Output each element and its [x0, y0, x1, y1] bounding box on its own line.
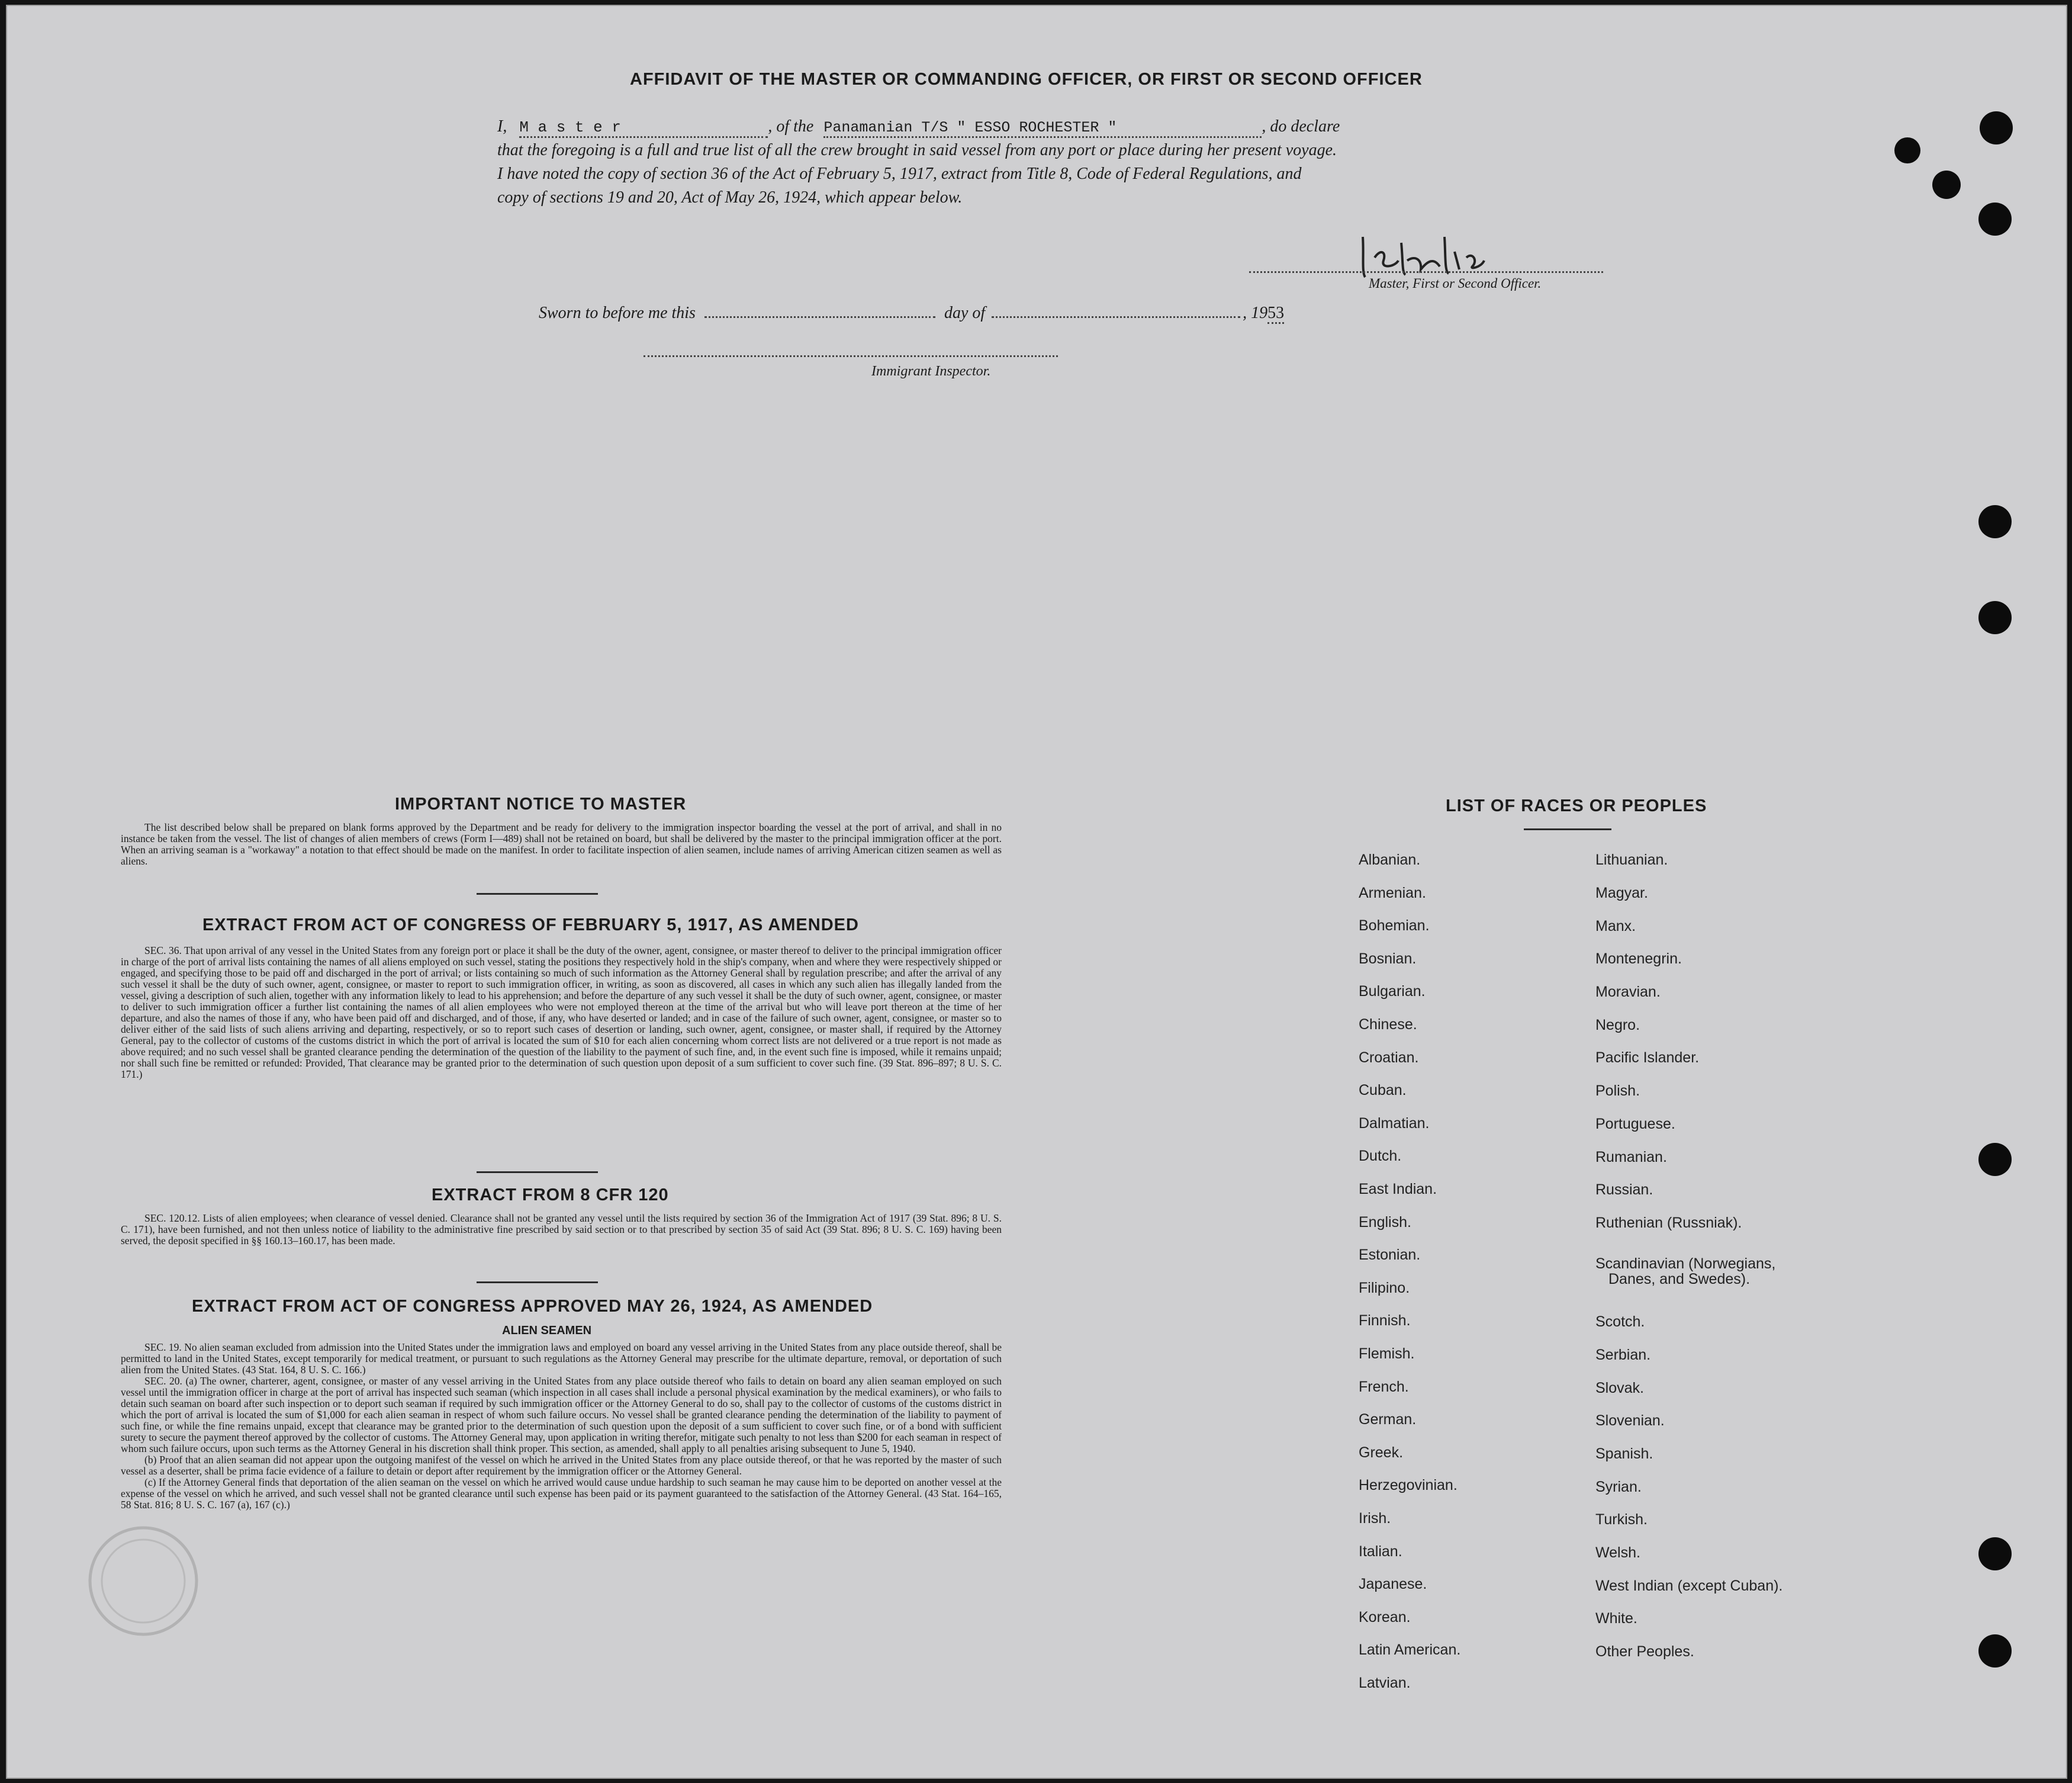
race-item: Russian. — [1595, 1181, 1653, 1198]
race-item: East Indian. — [1359, 1181, 1437, 1197]
race-item: Estonian. — [1359, 1247, 1421, 1264]
affidavit-title: AFFIDAVIT OF THE MASTER OR COMMANDING OFFICER, OR FIRST OR SECOND OFFICER — [630, 70, 1423, 89]
punch-hole — [1978, 1143, 2012, 1176]
race-item: Syrian. — [1595, 1479, 1642, 1495]
race-item: Montenegrin. — [1595, 950, 1682, 967]
inspector-caption: Immigrant Inspector. — [871, 364, 991, 379]
race-item: Manx. — [1595, 918, 1636, 934]
sworn-day-field — [704, 302, 935, 318]
declaration-line-1 — [497, 117, 1622, 138]
race-item: Ruthenian (Russniak). — [1595, 1215, 1742, 1231]
race-item: Slovak. — [1595, 1380, 1644, 1396]
year-written: 53 — [1267, 304, 1284, 324]
race-item: Irish. — [1359, 1510, 1391, 1527]
punch-hole — [1978, 203, 2012, 236]
punch-hole — [1980, 111, 2013, 144]
sworn-month-field — [992, 302, 1240, 318]
races-title: LIST OF RACES OR PEOPLES — [1446, 796, 1707, 815]
race-item: Greek. — [1359, 1444, 1404, 1461]
race-item: Armenian. — [1359, 884, 1426, 901]
race-item: Chinese. — [1359, 1016, 1417, 1033]
sec-20c-text: (c) If the Attorney General finds that deportation of the alien seaman on the vessel on which he arrived would cause undue hardship to such seaman he may cause him to be deported on another vessel at the expense of the vessel on which he arrived, and such vessel shall not be granted clearance until such expense has been paid or its payment guaranteed to the satisfaction of the Attorney General. (43 Stat. 164–165, 58 Stat. 816; 8 U. S. C. 167 (a), 167 (c).) — [121, 1476, 1002, 1511]
race-item: Dutch. — [1359, 1148, 1402, 1165]
race-item: Negro. — [1595, 1017, 1640, 1033]
i-label: I, — [497, 117, 507, 136]
race-item: Latvian. — [1359, 1675, 1411, 1691]
alien-seamen-subtitle: ALIEN SEAMEN — [502, 1324, 592, 1337]
divider-3 — [477, 1281, 598, 1283]
race-item: Moravian. — [1595, 984, 1661, 1000]
declaration-line-3: I have noted the copy of section 36 of the Act of February 5, 1917, extract from Title 8, Code of Federal Regulations, and — [497, 165, 1302, 183]
race-item: Cuban. — [1359, 1082, 1407, 1099]
extract-1924-title: EXTRACT FROM ACT OF CONGRESS APPROVED MAY 26, 1924, AS AMENDED — [192, 1297, 873, 1316]
day-of-label: day of — [944, 304, 986, 322]
extract-cfr-title: EXTRACT FROM 8 CFR 120 — [432, 1186, 669, 1204]
punch-hole — [1978, 505, 2012, 538]
divider-2 — [477, 1171, 598, 1173]
race-item: Scandinavian (Norwegians, — [1595, 1255, 1776, 1272]
document-page — [6, 5, 2067, 1779]
race-item: English. — [1359, 1213, 1411, 1231]
sec-19-text: SEC. 19. No alien seaman excluded from admission into the United States under the immigration laws and employed on board any vessel arriving in the United States from any place outside thereof, shall be permitted to land in the United States, except temporarily for medical treatment, or pursuant to such regulations as the Attorney General may prescribe for the ultimate departure, removal, or deportation of such alien from the United States. (43 Stat. 164, 8 U. S. C. 166.) — [121, 1341, 1002, 1376]
race-item: Turkish. — [1595, 1511, 1648, 1528]
race-item: Bosnian. — [1359, 950, 1417, 967]
race-item: Latin American. — [1359, 1641, 1461, 1659]
vessel-name: Panamanian T/S " ESSO ROCHESTER " — [823, 119, 1262, 138]
punch-hole — [1978, 601, 2012, 634]
master-signature — [1351, 225, 1552, 284]
do-declare-label: , do declare — [1262, 117, 1340, 136]
sec-20a-text: SEC. 20. (a) The owner, charterer, agent, consignee, or master of any vessel arriving in the United States from any place outside thereof who fails to detain on board any alien seaman employed on such vessel until the immigration officer in charge at the port of arrival has inspected such seaman (which inspection in all cases shall include a personal physical examination by the medical examiners), or who fails to detain such seaman on board after such inspection or to deport such seaman if required by such immigration officer or the Attorney General to do so, shall pay to the collector of customs of the customs district in which the port of arrival is located the sum of $1,000 for each alien seaman in respect of whom such failure occurs. No vessel shall be granted clearance pending the determination of the liability to payment of such fine, or while the fine remains unpaid, except that clearance may be granted prior to the determination of such question upon the deposit of a sum sufficient to cover such fine, or of a bond with sufficient surety to secure the payment thereof approved by the collector of customs. The Attorney General may, upon application in writing therefor, mitigate such penalty to not less than $200 for each seaman in respect of whom such failure occurs, upon such terms as the Attorney General in his discretion shall think proper. This section, as amended, shall apply to all penalties arising subsequent to June 5, 1940. — [121, 1375, 1002, 1454]
race-item: Croatian. — [1359, 1049, 1419, 1066]
race-item: Scotch. — [1595, 1313, 1645, 1330]
race-item: Spanish. — [1595, 1445, 1653, 1462]
race-item: Danes, and Swedes). — [1608, 1271, 1751, 1287]
race-item: Other Peoples. — [1595, 1643, 1694, 1660]
faded-stamp — [66, 1522, 202, 1640]
race-item: Bohemian. — [1359, 917, 1430, 934]
sworn-label: Sworn to before me this — [539, 304, 696, 322]
extract-cfr-body: SEC. 120.12. Lists of alien employees; when clearance of vessel denied. Clearance shall not be granted any vessel until the lists required by section 36 of the Immigration Act of 1917 (39 Stat. 896; 8 U. S. C. 171), have been furnished, and not then unless notice of liability to the administrative fine prescribed by said section or to that prescribed by section 35 of said Act (39 Stat. 896; 8 U. S. C. 169) having been served, the deposit specified in §§ 160.13–160.17, has been made. — [121, 1212, 1002, 1247]
race-item: Lithuanian. — [1595, 852, 1668, 868]
extract-1917-body: SEC. 36. That upon arrival of any vessel in the United States from any foreign port or place it shall be the duty of the owner, agent, consignee, or master thereof to deliver to the principal immigration officer in charge of the port of arrival lists containing the names of all aliens employed on such vessel, stating the positions they respectively hold in the ship's company, when and where they were respectively shipped or engaged, and specifying those to be paid off and discharged in the port of arrival; or lists containing so much of such information as the Attorney General shall by regulation prescribe; and after the arrival of any such vessel it shall be the duty of such owner, agent, consignee, or master to report to such immigration officer, in writing, as soon as discovered, all cases in which any such alien has illegally landed from the vessel, giving a description of such alien, together with any information likely to lead to his apprehension; and before the departure of any such vessel it shall be the duty of such owner, agent, consignee, or master to deliver to such immigration officer a further list containing the names of all alien employees who were not employed thereon at the time of the arrival but who will leave port thereon at the time of her departure, and also the names of those if any, who have been paid off and discharged, and of those, if any, who have deserted or landed; and in case of the failure of such owner, agent, consignee, or master so to deliver either of the said lists of such aliens arriving and departing, respectively, or so to report such cases of desertion or landing, such owner, agent, consignee, or master shall, if required by the Attorney General, pay to the collector of customs of the customs district in which the port of arrival is located the sum of $10 for each alien concerning whom correct lists are not delivered or a true report is not made as above required; and no such vessel shall be granted clearance pending the determination of the question of the liability to the payment of such fine, and, in the event such fine is imposed, while it remains unpaid; nor shall such fine be remitted or refunded: Provided, That clearance may be granted prior to the determination of such question upon deposit of a sum sufficient to cover such fine. (39 Stat. 896–897; 8 U. S. C. 171.) — [121, 944, 1002, 1080]
extract-1917-title: EXTRACT FROM ACT OF CONGRESS OF FEBRUARY 5, 1917, AS AMENDED — [202, 915, 859, 934]
declaration-line-4: copy of sections 19 and 20, Act of May 26, 1924, which appear below. — [497, 188, 963, 207]
race-item: Korean. — [1359, 1608, 1411, 1625]
notice-body: The list described below shall be prepared on blank forms approved by the Department and be ready for delivery to the immigration inspector boarding the vessel at the port of arrival, and shall in no instance be taken from the vessel. The list of changes of alien members of crews (Form I—489) shall not be retained on board, but shall be delivered by the master to the principal immigration officer at the port. When an arriving seaman is a "workaway" a notation to that effect should be made on the manifest. In order to facilitate inspection of alien seamen, include names of arriving American citizen seamen as well as aliens. — [121, 821, 1002, 867]
extract-1924-body — [121, 1342, 1002, 1511]
race-item: White. — [1595, 1610, 1637, 1627]
sec-20b-text: (b) Proof that an alien seaman did not appear upon the outgoing manifest of the vessel on which he arrived in the United States from any place outside thereof, or that he was reported by the master of such vessel as a deserter, shall be prima facie evidence of a failure to detain or deport after requirement by the immigration officer or the Attorney General. — [121, 1454, 1002, 1477]
race-item: Bulgarian. — [1359, 983, 1426, 1000]
race-item: Slovenian. — [1595, 1412, 1665, 1429]
race-item: German. — [1359, 1411, 1417, 1428]
race-item: Magyar. — [1595, 885, 1648, 901]
race-item: Polish. — [1595, 1082, 1640, 1099]
signature-line — [1249, 271, 1603, 273]
sworn-line — [539, 302, 1284, 323]
punch-hole — [1978, 1634, 2012, 1668]
race-item: Pacific Islander. — [1595, 1049, 1700, 1066]
race-item: West Indian (except Cuban). — [1595, 1578, 1783, 1594]
race-item: French. — [1359, 1378, 1409, 1395]
punch-hole — [1894, 137, 1920, 163]
notice-title: IMPORTANT NOTICE TO MASTER — [395, 795, 687, 814]
race-item: Portuguese. — [1595, 1116, 1675, 1132]
divider-1 — [477, 893, 598, 895]
inspector-signature-line — [644, 355, 1058, 357]
race-item: Dalmatian. — [1359, 1114, 1430, 1132]
races-divider — [1524, 828, 1611, 830]
signature-caption: Master, First or Second Officer. — [1369, 276, 1542, 291]
race-item: Rumanian. — [1595, 1149, 1667, 1165]
of-the-label: , of the — [768, 117, 814, 136]
race-item: Italian. — [1359, 1543, 1402, 1560]
race-item: Albanian. — [1359, 852, 1421, 868]
race-item: Flemish. — [1359, 1345, 1415, 1362]
race-item: Finnish. — [1359, 1312, 1411, 1329]
officer-rank: M a s t e r — [519, 118, 768, 138]
race-item: Welsh. — [1595, 1544, 1640, 1561]
declaration-line-2: that the foregoing is a full and true list of all the crew brought in said vessel from any port or place during her present voyage. — [497, 141, 1337, 159]
race-item: Filipino. — [1359, 1279, 1410, 1296]
punch-hole — [1978, 1537, 2012, 1570]
race-item: Japanese. — [1359, 1576, 1427, 1593]
year-prefix: , 19 — [1243, 304, 1268, 322]
race-item: Herzegovinian. — [1359, 1477, 1458, 1494]
race-item: Serbian. — [1595, 1347, 1651, 1363]
punch-hole — [1932, 171, 1961, 199]
